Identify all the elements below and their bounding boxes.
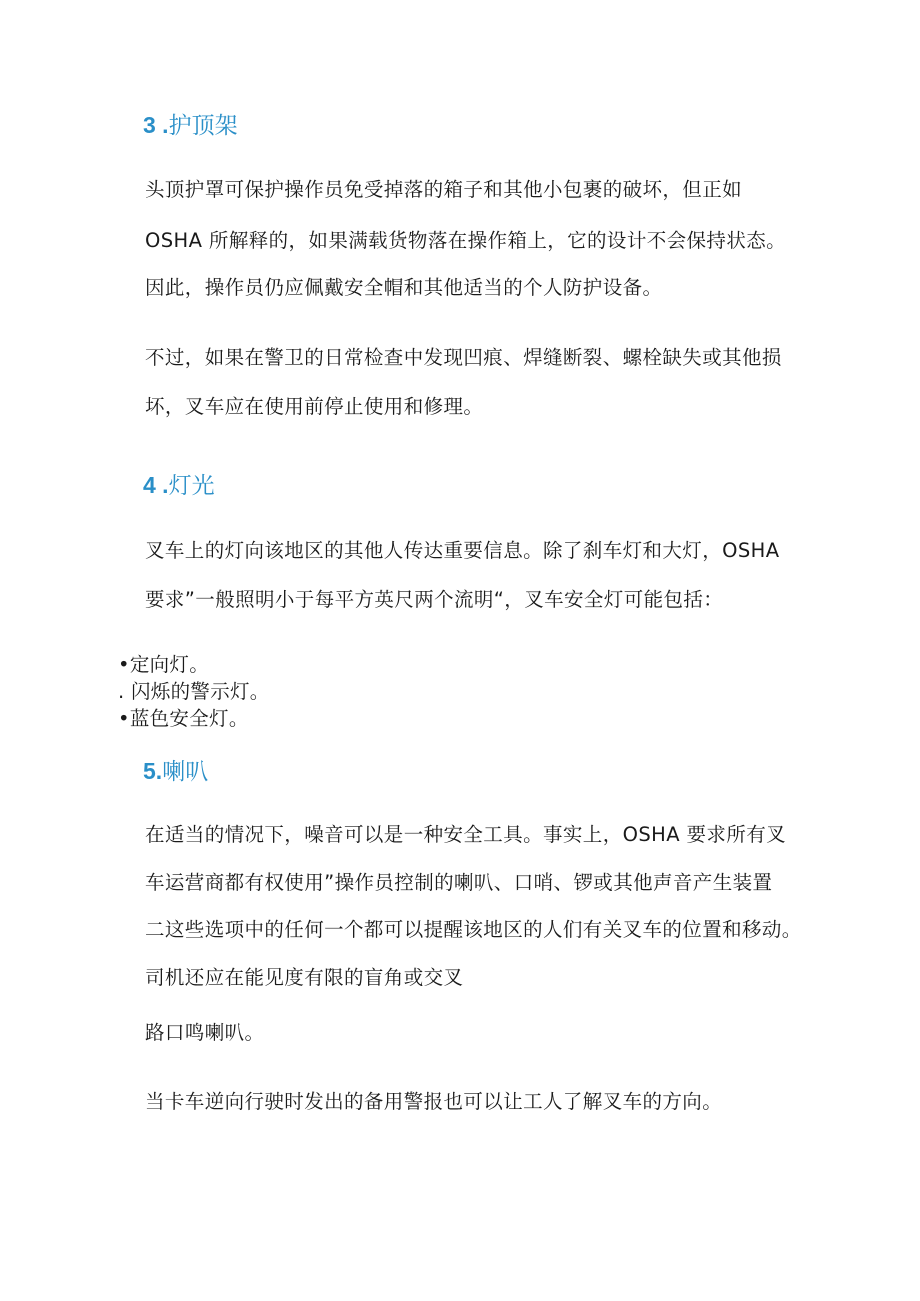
- section-4-separator: .: [155, 472, 169, 498]
- section-5-para-1-line-1: 在适当的情况下，噪音可以是一种安全工具。事实上，OSHA 要求所有叉: [145, 823, 787, 846]
- bullet-text: 蓝色安全灯。: [129, 707, 249, 730]
- section-5-para-1-line-4: 司机还应在能见度有限的盲角或交叉: [145, 966, 464, 989]
- section-4-number: 4: [143, 472, 156, 498]
- section-4-title: 灯光: [168, 473, 215, 499]
- section-5-separator: .: [155, 758, 163, 784]
- section-3-para-1-line-2: OSHA 所解释的，如果满载货物落在操作箱上，它的设计不会保持状态。: [145, 229, 787, 252]
- list-item: [118, 706, 249, 732]
- section-3-heading: [143, 110, 238, 141]
- section-3-number: 3: [143, 112, 156, 138]
- section-5-para-2-line-1: 路口鸣喇叭。: [145, 1021, 265, 1044]
- section-3-title: 护顶架: [168, 113, 238, 139]
- bullet-marker: •: [118, 653, 130, 676]
- section-5-title: 喇叭: [162, 759, 209, 785]
- section-5-para-1-line-3: 二这些选项中的任何一个都可以提醒该地区的人们有关叉车的位置和移动。: [145, 918, 802, 941]
- section-5-heading: [143, 756, 208, 787]
- section-3-separator: .: [155, 112, 169, 138]
- bullet-marker: •: [118, 707, 130, 730]
- list-item: [118, 679, 270, 705]
- section-3-para-1-line-1: 头顶护罩可保护操作员免受掉落的箱子和其他小包裹的破坏，但正如: [145, 178, 743, 201]
- section-4-para-1-line-2: 要求”一般照明小于每平方英尺两个流明“，叉车安全灯可能包括：: [145, 588, 724, 611]
- section-3-para-1-line-3: 因此，操作员仍应佩戴安全帽和其他适当的个人防护设备。: [145, 276, 663, 299]
- section-5-para-1-line-2: 车运营商都有权使用”操作员控制的喇叭、口哨、锣或其他声音产生装置: [145, 871, 773, 894]
- section-5-number: 5: [143, 758, 156, 784]
- list-item: [118, 652, 209, 678]
- bullet-text: 定向灯。: [129, 653, 210, 676]
- section-5-para-3-line-1: 当卡车逆向行驶时发出的备用警报也可以让工人了解叉车的方向。: [145, 1090, 723, 1113]
- bullet-text: 闪烁的警示灯。: [124, 680, 270, 703]
- section-3-para-2-line-1: 不过，如果在警卫的日常检查中发现凹痕、焊缝断裂、螺栓缺失或其他损: [145, 346, 782, 369]
- section-4-para-1-line-1: 叉车上的灯向该地区的其他人传达重要信息。除了刹车灯和大灯，OSHA: [145, 539, 780, 562]
- bullet-marker: .: [118, 680, 125, 703]
- section-4-heading: [143, 470, 215, 501]
- section-3-para-2-line-2: 坏，叉车应在使用前停止使用和修理。: [145, 395, 484, 418]
